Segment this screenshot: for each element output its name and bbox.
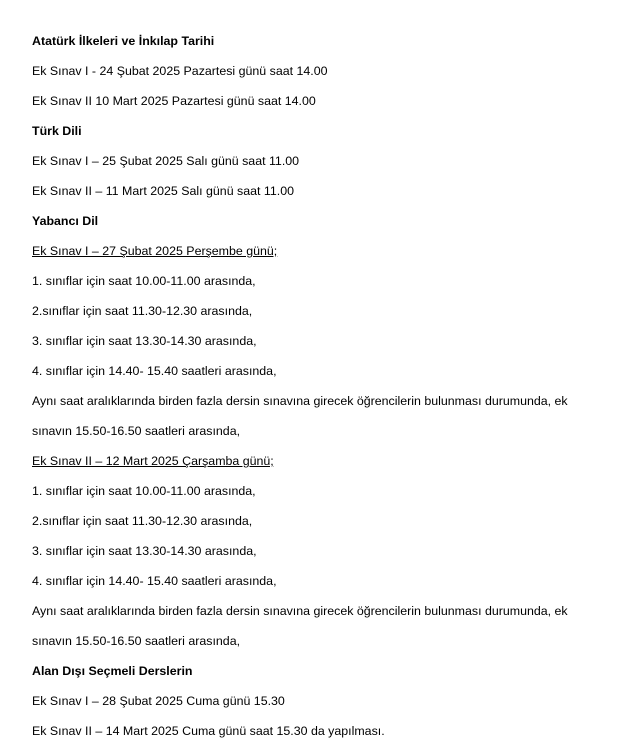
section-heading-turk-dili: Türk Dili: [32, 124, 82, 138]
section-heading-alan-disi: Alan Dışı Seçmeli Derslerin: [32, 664, 193, 678]
section-heading-ataturk: Atatürk İlkeleri ve İnkılap Tarihi: [32, 34, 215, 48]
yabanci-dil-exam-2-line: Aynı saat aralıklarında birden fazla dersin sınavına girecek öğrencilerin bulunması durumunda, ek: [32, 604, 568, 618]
document-body: [32, 26, 616, 746]
ataturk-exam-1: Ek Sınav I - 24 Şubat 2025 Pazartesi günü saat 14.00: [32, 64, 328, 78]
yabanci-dil-exam-2-title: Ek Sınav II – 12 Mart 2025 Çarşamba günü;: [32, 454, 274, 468]
yabanci-dil-exam-1-line: 1. sınıflar için saat 10.00-11.00 arasında,: [32, 274, 256, 288]
yabanci-dil-exam-1-title: Ek Sınav I – 27 Şubat 2025 Perşembe günü;: [32, 244, 278, 258]
section-heading-yabanci-dil: Yabancı Dil: [32, 214, 99, 228]
yabanci-dil-exam-1-line: 4. sınıflar için 14.40- 15.40 saatleri arasında,: [32, 364, 277, 378]
yabanci-dil-exam-2-line: 2.sınıflar için saat 11.30-12.30 arasında,: [32, 514, 253, 528]
yabanci-dil-exam-1-line: 3. sınıflar için saat 13.30-14.30 arasında,: [32, 334, 257, 348]
yabanci-dil-exam-1-line: Aynı saat aralıklarında birden fazla dersin sınavına girecek öğrencilerin bulunması durumunda, ek: [32, 394, 568, 408]
turk-dili-exam-1: Ek Sınav I – 25 Şubat 2025 Salı günü saat 11.00: [32, 154, 300, 168]
yabanci-dil-exam-1-line: sınavın 15.50-16.50 saatleri arasında,: [32, 424, 241, 438]
ataturk-exam-2: Ek Sınav II 10 Mart 2025 Pazartesi günü saat 14.00: [32, 94, 316, 108]
alan-disi-exam-1: Ek Sınav I – 28 Şubat 2025 Cuma günü 15.30: [32, 694, 285, 708]
yabanci-dil-exam-2-line: 1. sınıflar için saat 10.00-11.00 arasında,: [32, 484, 256, 498]
yabanci-dil-exam-2-line: 4. sınıflar için 14.40- 15.40 saatleri arasında,: [32, 574, 277, 588]
turk-dili-exam-2: Ek Sınav II – 11 Mart 2025 Salı günü saat 11.00: [32, 184, 294, 198]
alan-disi-exam-2: Ek Sınav II – 14 Mart 2025 Cuma günü saat 15.30 da yapılması.: [32, 724, 385, 738]
yabanci-dil-exam-2-line: sınavın 15.50-16.50 saatleri arasında,: [32, 634, 241, 648]
yabanci-dil-exam-1-line: 2.sınıflar için saat 11.30-12.30 arasında,: [32, 304, 253, 318]
yabanci-dil-exam-2-line: 3. sınıflar için saat 13.30-14.30 arasında,: [32, 544, 257, 558]
